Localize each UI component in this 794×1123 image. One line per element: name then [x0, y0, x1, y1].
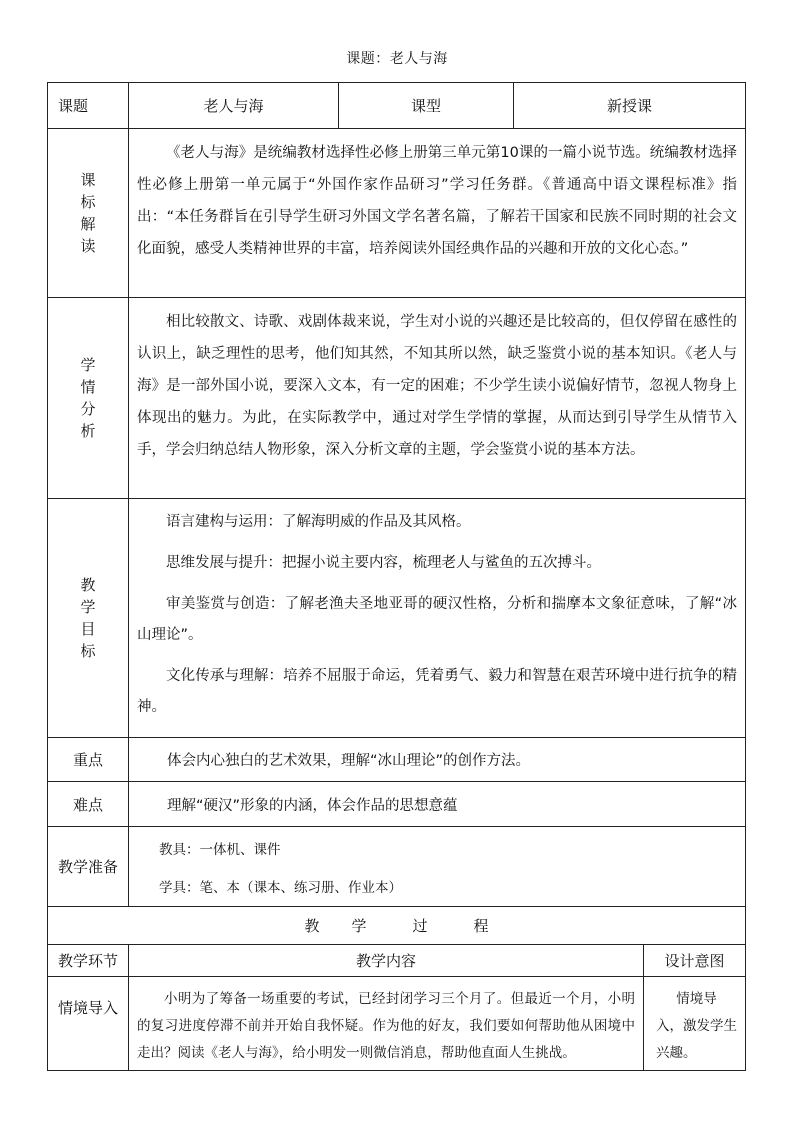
process-heading	[47, 906, 746, 945]
analysis-text: 相比较散文、诗歌、戏剧体裁来说，学生对小说的兴趣还是比较高的，但仅停留在感性的认识上，缺乏理性的思考，他们知其然，不知其所以然，缺乏鉴赏小说的基本知识。《老人与海》是一部外国小说，要深入文本，有一定的困难；不少学生读小说偏好情节，忽视人物身上体现出的魅力。为此，在实际教学中，通过对学生学情的掌握，从而达到引导学生从情节入手，学会归纳总结人物形象，深入分析文章的主题，学会鉴赏小说的基本方法。	[128, 297, 746, 499]
label-difficulty: 难点	[47, 781, 129, 827]
label-lesson-type: 课型	[338, 82, 514, 129]
label-topic: 课题	[47, 82, 129, 129]
standards-text: 《老人与海》是统编教材选择性必修上册第三单元第10课的一篇小说节选。统编教材选择性必修上册第一单元属于“外国作家作品研习”学习任务群。《普通高中语文课程标准》指出：“本任务群旨在引导学生研习外国文学名著名篇，了解若干国家和民族不同时期的社会文化面貌，感受人类精神世界的丰富，培养阅读外国经典作品的兴趣和开放的文化心态。”	[128, 128, 746, 298]
process-char: 过	[412, 917, 428, 935]
goal-item: 语言建构与运用：了解海明威的作品及其风格。	[166, 514, 471, 530]
process-content: 小明为了筹备一场重要的考试，已经封闭学习三个月了。但最近一个月，小明的复习进度停滞不前并开始自我怀疑。作为他的好友，我们要如何帮助他从困境中走出？阅读《老人与海》，给小明发一则微信消息，帮助他直面人生挑战。	[128, 976, 644, 1071]
label-char: 目	[80, 620, 96, 638]
preparation-content	[128, 826, 746, 907]
process-intent: 情境导入，激发学生兴趣。	[643, 976, 746, 1071]
document-title: 课题：老人与海	[346, 51, 448, 67]
process-stage: 情境导入	[47, 976, 129, 1071]
label-char: 情	[80, 378, 96, 396]
col-content-header: 教学内容	[128, 944, 644, 977]
goal-item: 审美鉴赏与创造：了解老渔夫圣地亚哥的硬汉性格，分析和揣摩本文象征意味，了解“冰山理论”。	[137, 596, 737, 643]
label-analysis	[47, 297, 129, 499]
process-char: 学	[351, 917, 367, 935]
process-char: 教	[304, 917, 320, 935]
label-key-point: 重点	[47, 737, 129, 782]
label-char: 析	[80, 422, 96, 440]
label-char: 学	[80, 356, 96, 374]
label-char: 教	[80, 576, 96, 594]
goal-item: 文化传承与理解：培养不屈服于命运，凭着勇气、毅力和智慧在艰苦环境中进行抗争的精神。	[137, 668, 737, 715]
label-preparation: 教学准备	[47, 826, 129, 907]
col-stage-header: 教学环节	[47, 944, 129, 977]
teacher-tools: 教具：一体机、课件	[159, 842, 281, 858]
label-char: 标	[80, 193, 96, 211]
col-intent-header: 设计意图	[643, 944, 746, 977]
label-char: 标	[80, 642, 96, 660]
label-char: 解	[80, 215, 96, 233]
process-char: 程	[473, 917, 489, 935]
difficulty-text: 理解“硬汉”形象的内涵，体会作品的思想意蕴	[128, 781, 746, 827]
label-char: 分	[80, 400, 96, 418]
label-char: 学	[80, 598, 96, 616]
topic-value: 老人与海	[128, 82, 339, 129]
label-char: 课	[80, 171, 96, 189]
label-goals	[47, 498, 129, 738]
goal-item: 思维发展与提升：把握小说主要内容，梳理老人与鲨鱼的五次搏斗。	[166, 555, 601, 571]
label-standards	[47, 128, 129, 298]
lesson-type-value: 新授课	[513, 82, 746, 129]
goals-list	[128, 498, 746, 738]
label-char: 读	[80, 237, 96, 255]
key-point-text: 体会内心独白的艺术效果，理解“冰山理论”的创作方法。	[128, 737, 746, 782]
student-tools: 学具：笔、本（课本、练习册、作业本）	[159, 880, 402, 896]
